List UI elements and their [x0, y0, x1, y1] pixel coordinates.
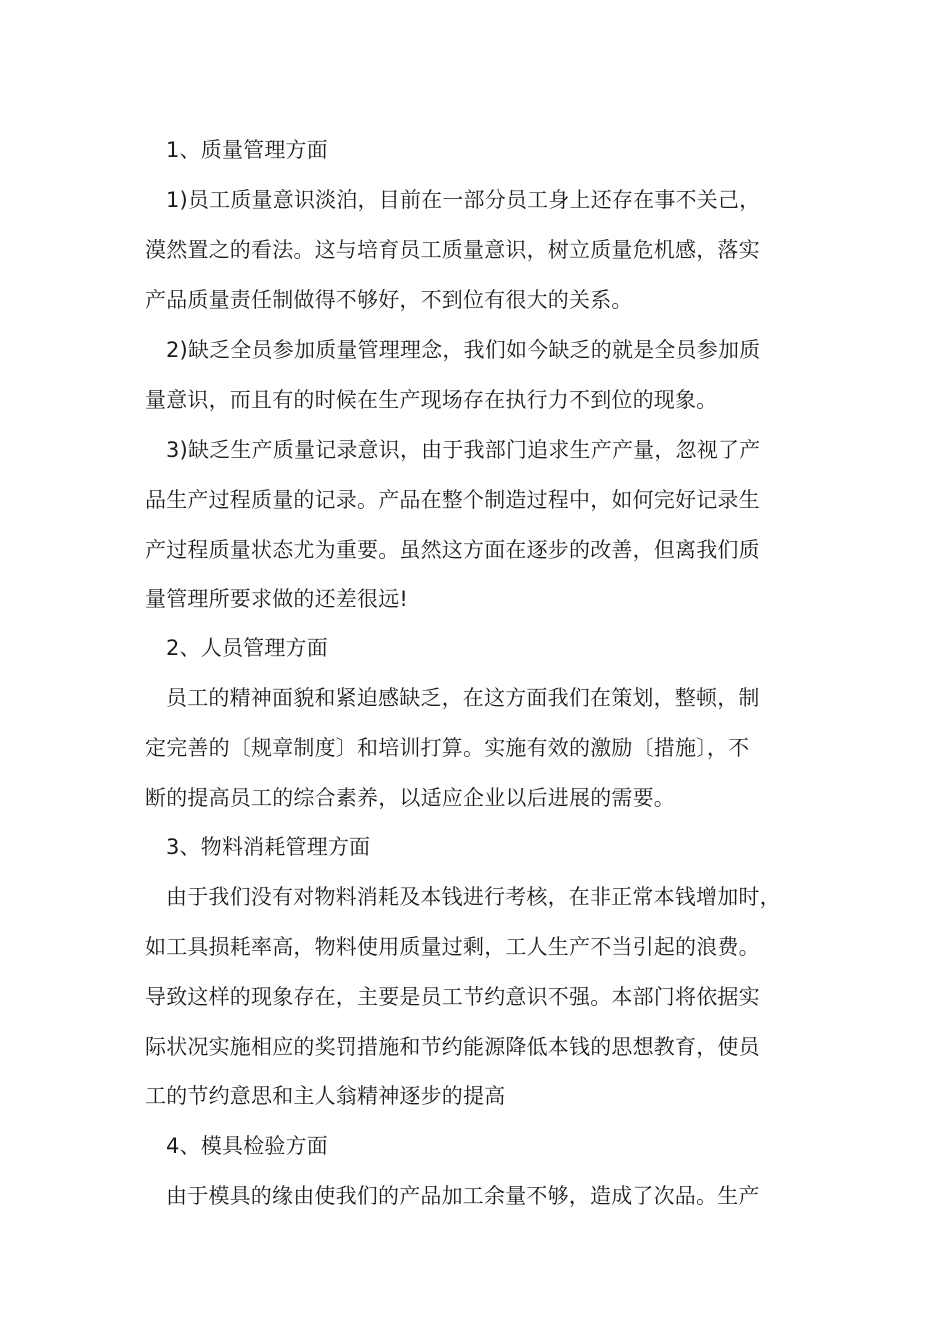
- section-heading-molds: 4、模具检验方面: [166, 1134, 328, 1158]
- paragraph-line: 由于模具的缘由使我们的产品加工余量不够，造成了次品。生产: [166, 1184, 760, 1208]
- paragraph-line: 由于我们没有对物料消耗及本钱进行考核，在非正常本钱增加时，: [166, 885, 781, 909]
- paragraph-line: 导致这样的现象存在，主要是员工节约意识不强。本部门将依据实: [145, 985, 760, 1009]
- section-heading-materials: 3、物料消耗管理方面: [166, 835, 371, 859]
- paragraph-line: 品生产过程质量的记录。产品在整个制造过程中，如何完好记录生: [145, 488, 760, 512]
- paragraph-line: 产品质量责任制做得不够好，不到位有很大的关系。: [145, 288, 633, 312]
- paragraph-line: 1)员工质量意识淡泊，目前在一部分员工身上还存在事不关己，: [166, 188, 761, 212]
- paragraph-line: 定完善的〔规章制度〕和培训打算。实施有效的激励〔措施〕，不: [145, 736, 750, 760]
- paragraph-line: 漠然置之的看法。这与培育员工质量意识，树立质量危机感，落实: [145, 238, 760, 262]
- paragraph-line: 际状况实施相应的奖罚措施和节约能源降低本钱的思想教育，使员: [145, 1035, 760, 1059]
- paragraph-line: 工的节约意思和主人翁精神逐步的提高: [145, 1084, 506, 1108]
- paragraph-line: 员工的精神面貌和紧迫感缺乏，在这方面我们在策划，整顿，制: [166, 686, 760, 710]
- paragraph-line: 2)缺乏全员参加质量管理理念，我们如今缺乏的就是全员参加质: [166, 338, 761, 362]
- section-heading-personnel: 2、人员管理方面: [166, 636, 328, 660]
- paragraph-line: 量意识，而且有的时候在生产现场存在执行力不到位的现象。: [145, 388, 718, 412]
- paragraph-line: 断的提高员工的综合素养，以适应企业以后进展的需要。: [145, 786, 675, 810]
- paragraph-line: 如工具损耗率高，物料使用质量过剩，工人生产不当引起的浪费。: [145, 935, 760, 959]
- paragraph-line: 3)缺乏生产质量记录意识，由于我部门追求生产产量，忽视了产: [166, 438, 761, 462]
- paragraph-line: 量管理所要求做的还差很远!: [145, 587, 409, 611]
- section-heading-quality: 1、质量管理方面: [166, 138, 328, 162]
- paragraph-line: 产过程质量状态尤为重要。虽然这方面在逐步的改善，但离我们质: [145, 538, 760, 562]
